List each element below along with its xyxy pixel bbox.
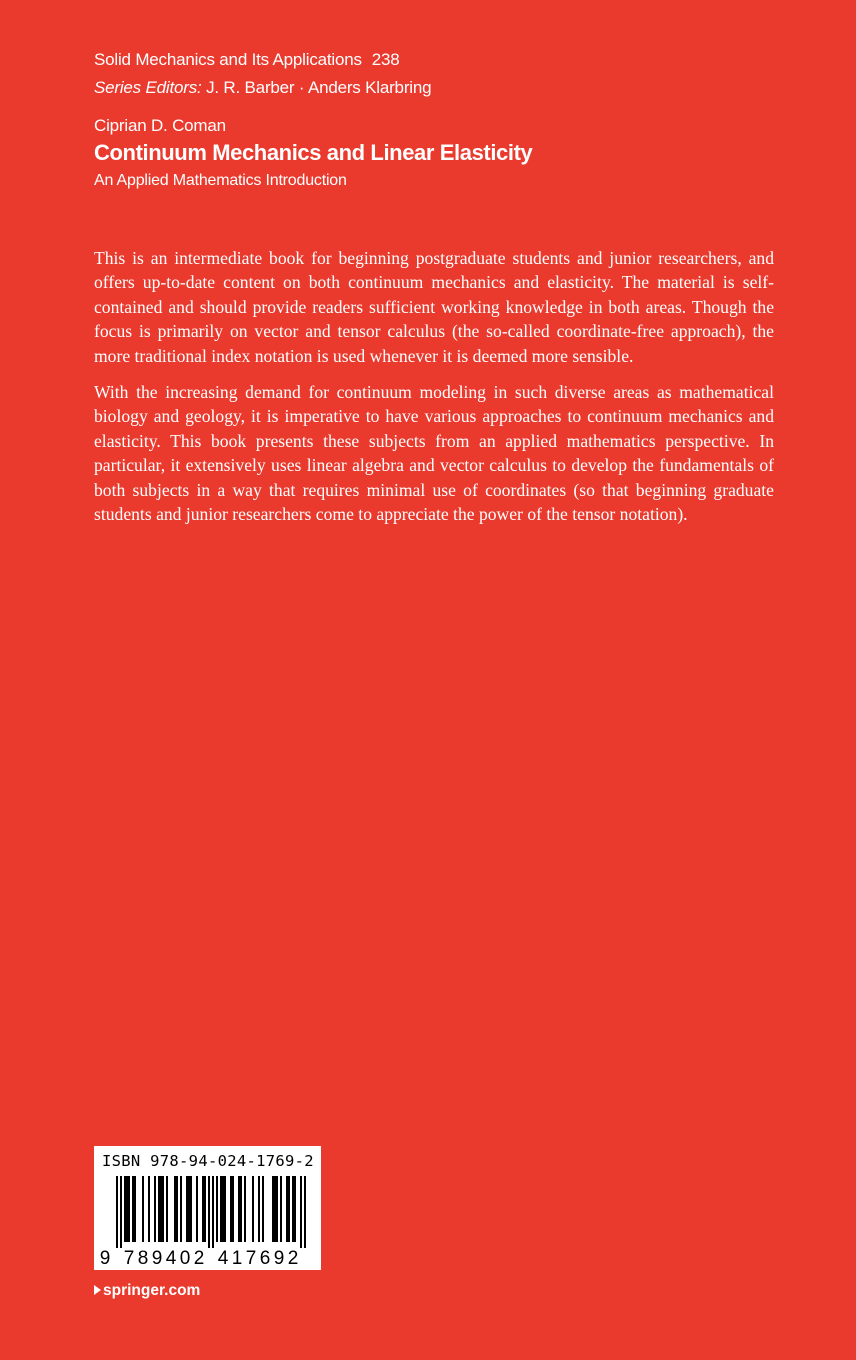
barcode-digit: 9 — [99, 1248, 111, 1269]
barcode-bar — [244, 1176, 246, 1242]
description-paragraph-1: This is an intermediate book for beginning postgraduate students and junior researchers, and offers up-to-date content on both continuum mechanics and elasticity. The material is self-contained and should provide readers sufficient working knowledge in both areas. Though the focus is primarily on vector and tensor calculus (the so-called coordinate-free approach), the more traditional index notation is used whenever it is deemed more sensible. — [94, 248, 774, 366]
barcode-bar — [240, 1176, 242, 1242]
barcode-digit: 8 — [137, 1248, 149, 1269]
book-title: Continuum Mechanics and Linear Elasticity — [94, 140, 533, 165]
barcode-bar — [222, 1176, 224, 1242]
barcode-bar — [286, 1176, 288, 1242]
barcode-bar — [190, 1176, 192, 1242]
barcode-bar — [186, 1176, 188, 1242]
barcode-bar — [292, 1176, 294, 1242]
barcode-digit: 4 — [165, 1248, 177, 1269]
barcode-bar — [148, 1176, 150, 1242]
barcode-digit: 2 — [287, 1248, 299, 1269]
barcode-bar — [120, 1176, 122, 1248]
barcode-digit: 7 — [245, 1248, 257, 1269]
barcode-bar — [160, 1176, 162, 1242]
barcode-bar — [220, 1176, 222, 1242]
barcode-bar — [252, 1176, 254, 1242]
barcode-bar — [258, 1176, 260, 1242]
barcode-bar — [176, 1176, 178, 1242]
barcode-bar — [174, 1176, 176, 1242]
barcode-bar — [280, 1176, 282, 1242]
barcode-digit: 0 — [179, 1248, 191, 1269]
barcode-bar — [230, 1176, 232, 1242]
book-subtitle: An Applied Mathematics Introduction — [94, 172, 347, 189]
book-description — [94, 246, 774, 538]
barcode-bar — [142, 1176, 144, 1242]
publisher-url: springer.com — [103, 1282, 201, 1299]
series-line — [94, 46, 794, 74]
barcode-bar — [162, 1176, 164, 1242]
barcode-bar — [196, 1176, 198, 1242]
barcode-bar — [166, 1176, 168, 1242]
barcode-bar — [180, 1176, 182, 1242]
book-author: Ciprian D. Coman — [94, 116, 226, 135]
barcode-digit: 1 — [231, 1248, 243, 1269]
barcode-bar — [128, 1176, 130, 1242]
barcode-bar — [288, 1176, 290, 1242]
barcode-bar — [212, 1176, 214, 1248]
barcode-digit: 9 — [273, 1248, 285, 1269]
barcode-bar — [232, 1176, 234, 1242]
isbn-text: ISBN 978-94-024-1769-2 — [102, 1152, 314, 1170]
barcode-bar — [132, 1176, 134, 1242]
barcode-bar — [294, 1176, 296, 1242]
barcode-bar — [126, 1176, 128, 1242]
barcode-digit: 2 — [193, 1248, 205, 1269]
triangle-right-icon — [94, 1285, 101, 1295]
publisher-link[interactable] — [94, 1280, 200, 1302]
series-editors-names: J. R. Barber · Anders Klarbring — [206, 78, 432, 97]
barcode-bar — [154, 1176, 156, 1242]
barcode-bar — [134, 1176, 136, 1242]
barcode-bar — [208, 1176, 210, 1248]
barcode-digit: 9 — [151, 1248, 163, 1269]
isbn-barcode-box — [94, 1146, 321, 1270]
series-name: Solid Mechanics and Its Applications — [94, 50, 362, 69]
barcode — [94, 1174, 321, 1270]
barcode-digit: 7 — [123, 1248, 135, 1269]
cover-header — [94, 46, 794, 194]
barcode-bar — [238, 1176, 240, 1242]
barcode-bar — [224, 1176, 226, 1242]
barcode-bar — [116, 1176, 118, 1248]
barcode-digit: 4 — [217, 1248, 229, 1269]
series-editors — [94, 74, 794, 102]
barcode-bar — [262, 1176, 264, 1242]
series-editors-label: Series Editors: — [94, 78, 202, 97]
barcode-bar — [274, 1176, 276, 1242]
barcode-bar — [158, 1176, 160, 1242]
barcode-digit: 6 — [259, 1248, 271, 1269]
barcode-bar — [204, 1176, 206, 1242]
series-number: 238 — [371, 50, 400, 69]
barcode-bar — [202, 1176, 204, 1242]
barcode-bar — [300, 1176, 302, 1248]
barcode-bar — [124, 1176, 126, 1242]
barcode-bar — [276, 1176, 278, 1242]
barcode-bar — [188, 1176, 190, 1242]
barcode-bar — [272, 1176, 274, 1242]
barcode-bar — [216, 1176, 218, 1242]
barcode-bar — [304, 1176, 306, 1248]
description-paragraph-2: With the increasing demand for continuum modeling in such diverse areas as mathematical biology and geology, it is imperative to have various approaches to continuum mechanics and elasticity. This book presents these subjects from an applied mathematics perspective. In particular, it extensively uses linear algebra and vector calculus to develop the fundamentals of both subjects in a way that requires minimal use of coordinates (so that beginning graduate students and junior researchers come to appreciate the power of the tensor notation). — [94, 382, 774, 525]
